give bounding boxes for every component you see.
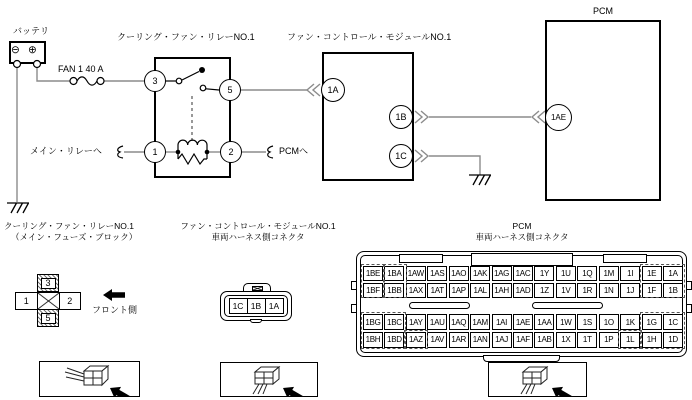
module-title: ファン・コントロール・モジュールNO.1 bbox=[287, 32, 452, 42]
relay-terminal-2: 2 bbox=[220, 141, 242, 163]
pcm-terminal-cell: 1BA bbox=[384, 266, 404, 281]
pcm-terminal-cell: 1BE bbox=[363, 266, 383, 281]
pcm-terminal-cell: 1P bbox=[599, 332, 619, 348]
module-connector-cell: 1B bbox=[247, 298, 266, 314]
module-connector-cell: 1A bbox=[265, 298, 284, 314]
pcm-terminal-cell: 1Y bbox=[534, 266, 554, 281]
to-pcm-label: PCMへ bbox=[279, 146, 308, 156]
module-connector-title: ファン・コントロール・モジュールNO.1 bbox=[180, 221, 336, 231]
pcm-connector-clip-left-2 bbox=[351, 304, 357, 313]
pcm-terminal-cell: 1AR bbox=[449, 332, 469, 348]
pcm-title: PCM bbox=[593, 6, 613, 16]
pcm-grid-top bbox=[363, 266, 683, 298]
pcm-terminal-cell: 1D bbox=[663, 332, 683, 348]
pcm-terminal-cell: 1AA bbox=[534, 314, 554, 330]
module-connector-subtitle: 車両ハーネス側コネクタ bbox=[211, 232, 305, 242]
pcm-terminal-cell: 1L bbox=[620, 332, 640, 348]
pcm-terminal-cell: 1AI bbox=[492, 314, 512, 330]
front-side-label: フロント側 bbox=[92, 305, 138, 315]
pcm-terminal-cell: 1AV bbox=[427, 332, 447, 348]
relay-terminal-3: 3 bbox=[144, 70, 166, 92]
fuse-label: FAN 1 40 A bbox=[58, 64, 104, 74]
pcm-terminal-cell: 1AF bbox=[513, 332, 533, 348]
pcm-terminal-cell: 1W bbox=[556, 314, 576, 330]
connector-illustration bbox=[40, 362, 139, 396]
pcm-terminal-cell: 1AH bbox=[492, 283, 512, 298]
pcm-terminal-cell: 1C bbox=[663, 314, 683, 330]
pcm-terminal-cell: 1B bbox=[663, 283, 683, 298]
pcm-terminal-cell: 1AJ bbox=[492, 332, 512, 348]
relay-connector-title: クーリング・ファン・リレーNO.1 bbox=[4, 221, 135, 231]
pcm-terminal-cell: 1AD bbox=[513, 283, 533, 298]
pcm-connector-tab-left bbox=[399, 254, 443, 263]
pcm-terminal-cell: 1S bbox=[577, 314, 597, 330]
pcm-terminal-cell: 1AZ bbox=[406, 332, 426, 348]
pcm-terminal-cell: 1AY bbox=[406, 314, 426, 330]
pcm-terminal-cell: 1AT bbox=[427, 283, 447, 298]
pcm-terminal-cell: 1AO bbox=[449, 266, 469, 281]
relay-connector-cell-1: 1 bbox=[15, 292, 38, 310]
relay-connector-cell-5: 5 bbox=[37, 309, 59, 327]
battery-label: バッテリ bbox=[13, 26, 50, 36]
pcm-terminal-cell: 1A bbox=[663, 266, 683, 281]
pcm-terminal-cell: 1G bbox=[642, 314, 662, 330]
pcm-terminal-cell: 1X bbox=[556, 332, 576, 348]
pcm-grid-bottom bbox=[363, 314, 683, 348]
pcm-connector-clip-left-1 bbox=[351, 281, 357, 290]
module-connector-cell: 1C bbox=[229, 298, 248, 314]
relay-coil bbox=[176, 140, 210, 164]
pcm-terminal-cell: 1AK bbox=[470, 266, 490, 281]
battery-plus-icon: ⊕ bbox=[28, 44, 37, 56]
pcm-terminal-cell: 1AB bbox=[534, 332, 554, 348]
relay-box bbox=[155, 58, 230, 177]
fuse-icon bbox=[70, 77, 104, 85]
ground-icon-battery bbox=[7, 203, 29, 213]
pcm-connector-bottom-tab bbox=[483, 355, 560, 362]
pcm-terminal-cell: 1N bbox=[599, 283, 619, 298]
pcm-terminal-cell: 1AN bbox=[470, 332, 490, 348]
pcm-terminal-cell: 1V bbox=[556, 283, 576, 298]
pcm-connector-tab-right bbox=[603, 254, 647, 263]
module-terminal-1a: 1A bbox=[321, 78, 345, 102]
pcm-terminal-cell: 1I bbox=[620, 266, 640, 281]
pcm-terminal-cell: 1AW bbox=[406, 266, 426, 281]
pcm-terminal-cell: 1AP bbox=[449, 283, 469, 298]
pcm-terminal-cell: 1BC bbox=[384, 314, 404, 330]
module-connector-photo-frame bbox=[220, 362, 318, 397]
pcm-terminal-cell: 1Q bbox=[577, 266, 597, 281]
relay-connector-subtitle: （メイン・フューズ・ブロック） bbox=[11, 232, 138, 242]
pcm-terminal-cell: 1M bbox=[599, 266, 619, 281]
pcm-terminal-cell: 1H bbox=[642, 332, 662, 348]
pcm-connector-clip-right-2 bbox=[686, 304, 692, 313]
pcm-terminal-cell: 1AE bbox=[513, 314, 533, 330]
pointer-arrow-icon bbox=[549, 382, 575, 396]
pcm-terminal-cell: 1R bbox=[577, 283, 597, 298]
pcm-terminal-cell: 1AU bbox=[427, 314, 447, 330]
module-terminal-1c: 1C bbox=[389, 144, 413, 168]
pcm-connector-title: PCM bbox=[512, 221, 532, 231]
pcm-terminal-cell: 1J bbox=[620, 283, 640, 298]
pcm-terminal-cell: 1AG bbox=[492, 266, 512, 281]
connector-illustration bbox=[221, 363, 317, 396]
wire-lines bbox=[17, 67, 531, 202]
connector-illustration bbox=[489, 363, 586, 396]
ground-icon-module bbox=[469, 175, 491, 185]
pcm-terminal-cell: 1BG bbox=[363, 314, 383, 330]
pcm-connector-subtitle: 車両ハーネス側コネクタ bbox=[475, 232, 569, 242]
module-connector-notch bbox=[250, 319, 262, 323]
pcm-terminal-cell: 1BB bbox=[384, 283, 404, 298]
pcm-terminal-cell: 1AL bbox=[470, 283, 490, 298]
pcm-terminal-1ae: 1AE bbox=[545, 104, 572, 131]
to-main-relay-label: メイン・リレーへ bbox=[30, 146, 102, 156]
pcm-terminal-cell: 1AX bbox=[406, 283, 426, 298]
relay-connector-cell-3: 3 bbox=[37, 274, 59, 292]
pcm-terminal-cell: 1K bbox=[620, 314, 640, 330]
pcm-terminal-cell: 1E bbox=[642, 266, 662, 281]
pcm-connector-slot-right bbox=[532, 302, 603, 309]
relay-connector-cell-2: 2 bbox=[59, 292, 82, 310]
relay-connector-keyway bbox=[37, 292, 60, 310]
relay-connector-photo-frame bbox=[39, 361, 140, 397]
module-connector-cells bbox=[224, 295, 288, 317]
module-terminal-1b: 1B bbox=[389, 105, 413, 129]
relay-terminal-5: 5 bbox=[219, 79, 241, 101]
pcm-terminal-cell: 1AM bbox=[470, 314, 490, 330]
pcm-terminal-cell: 1T bbox=[577, 332, 597, 348]
battery-minus-icon: ⊖ bbox=[11, 44, 20, 56]
pcm-terminal-cell: 1BF bbox=[363, 283, 383, 298]
pcm-terminal-cell: 1O bbox=[599, 314, 619, 330]
pcm-connector-latch bbox=[471, 253, 573, 266]
pcm-terminal-cell: 1Z bbox=[534, 283, 554, 298]
module-connector-body bbox=[220, 291, 292, 321]
pcm-connector-slot-left bbox=[409, 302, 470, 309]
pcm-terminal-cell: 1BH bbox=[363, 332, 383, 348]
pcm-terminal-cell: 1BD bbox=[384, 332, 404, 348]
front-side-arrow-icon bbox=[103, 289, 125, 301]
relay-switch-contact bbox=[166, 67, 219, 142]
pcm-terminal-cell: 1F bbox=[642, 283, 662, 298]
pcm-terminal-cell: 1AC bbox=[513, 266, 533, 281]
pointer-arrow-icon bbox=[107, 382, 133, 396]
pcm-connector-clip-right-1 bbox=[686, 281, 692, 290]
pointer-arrow-icon bbox=[280, 382, 306, 396]
relay-terminal-1: 1 bbox=[144, 141, 166, 163]
relay-title: クーリング・ファン・リレーNO.1 bbox=[117, 32, 255, 42]
pcm-terminal-cell: 1U bbox=[556, 266, 576, 281]
pcm-terminal-cell: 1AS bbox=[427, 266, 447, 281]
pcm-terminal-cell: 1AQ bbox=[449, 314, 469, 330]
pcm-connector-photo-frame bbox=[488, 362, 587, 397]
